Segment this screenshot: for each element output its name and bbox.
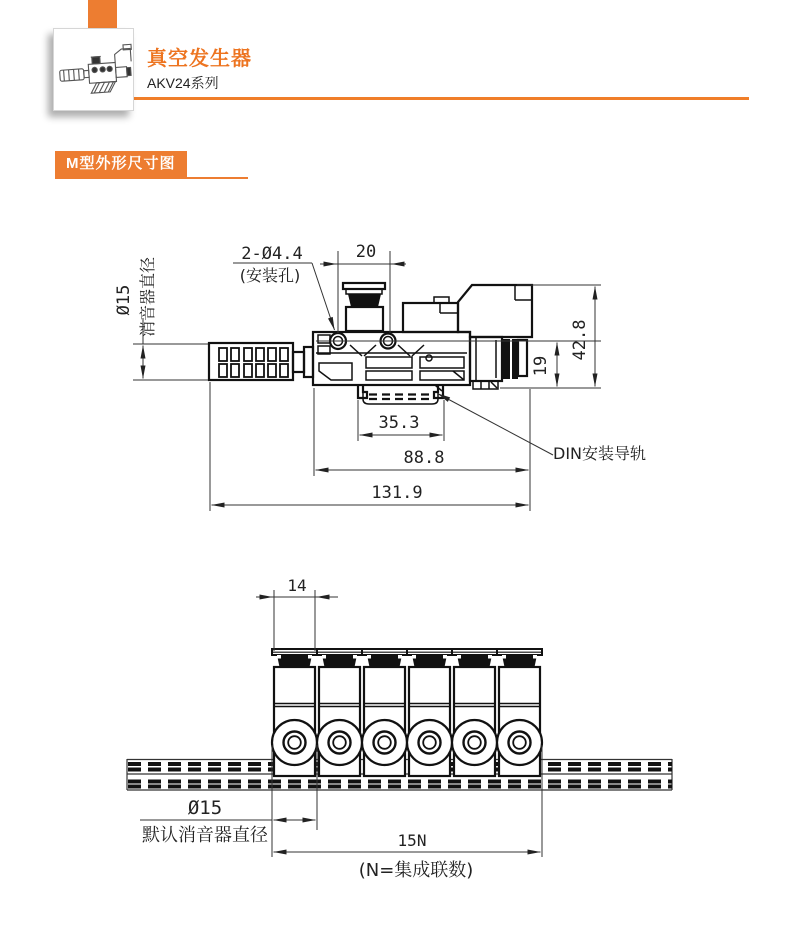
elbow-block (403, 297, 458, 332)
label-din-rail (438, 394, 647, 464)
muffler-dia-value: Ø15 (114, 284, 134, 316)
muffler-side (209, 343, 313, 380)
dimension-muffler-dia (114, 257, 208, 380)
label-mount-holes (233, 244, 335, 330)
dimension-14 (256, 576, 338, 651)
dim-20: 20 (355, 242, 377, 262)
page-title: 真空发生器 (147, 48, 252, 70)
front-muffler-dia-value: Ø15 (187, 797, 223, 819)
right-connector-assembly (458, 285, 532, 337)
dimension-19 (531, 343, 557, 387)
dimension-35-3 (358, 400, 444, 441)
din-latch-foot (473, 381, 498, 389)
front-view-drawing (127, 576, 672, 881)
dim-15N: 15N (397, 831, 427, 850)
din-rail-clamp (358, 385, 443, 404)
front-muffler-dia-text: 默认消音器直径 (142, 825, 268, 846)
din-rail-text: DIN安装导轨 (553, 444, 647, 463)
side-push-in-fitting (470, 337, 527, 381)
dim-14: 14 (287, 576, 307, 595)
dim-35-3: 35.3 (378, 413, 420, 433)
mount-holes-note: (安装孔) (239, 266, 301, 285)
dimension-131-9 (210, 382, 529, 511)
dim-88-8: 88.8 (403, 448, 445, 468)
dim-19: 19 (531, 355, 551, 377)
product-thumbnail-box (53, 28, 134, 111)
unit-row (272, 649, 542, 776)
dim-15N-note: (N=集成联数) (358, 860, 474, 881)
top-push-in-fitting (343, 283, 385, 331)
vacuum-generator-thumbnail-icon (54, 29, 133, 110)
muffler-dia-text: 消音器直径 (138, 256, 157, 338)
dimension-hole-pitch-20 (320, 242, 406, 333)
section-badge: M型外形尺寸图 (55, 151, 187, 177)
dim-42-8: 42.8 (570, 319, 590, 361)
series-subtitle: AKV24系列 (147, 75, 219, 91)
mount-holes-callout: 2-Ø4.4 (241, 244, 303, 264)
manifold-block (313, 332, 470, 385)
side-view-drawing (114, 242, 646, 511)
dim-131-9: 131.9 (371, 483, 423, 503)
